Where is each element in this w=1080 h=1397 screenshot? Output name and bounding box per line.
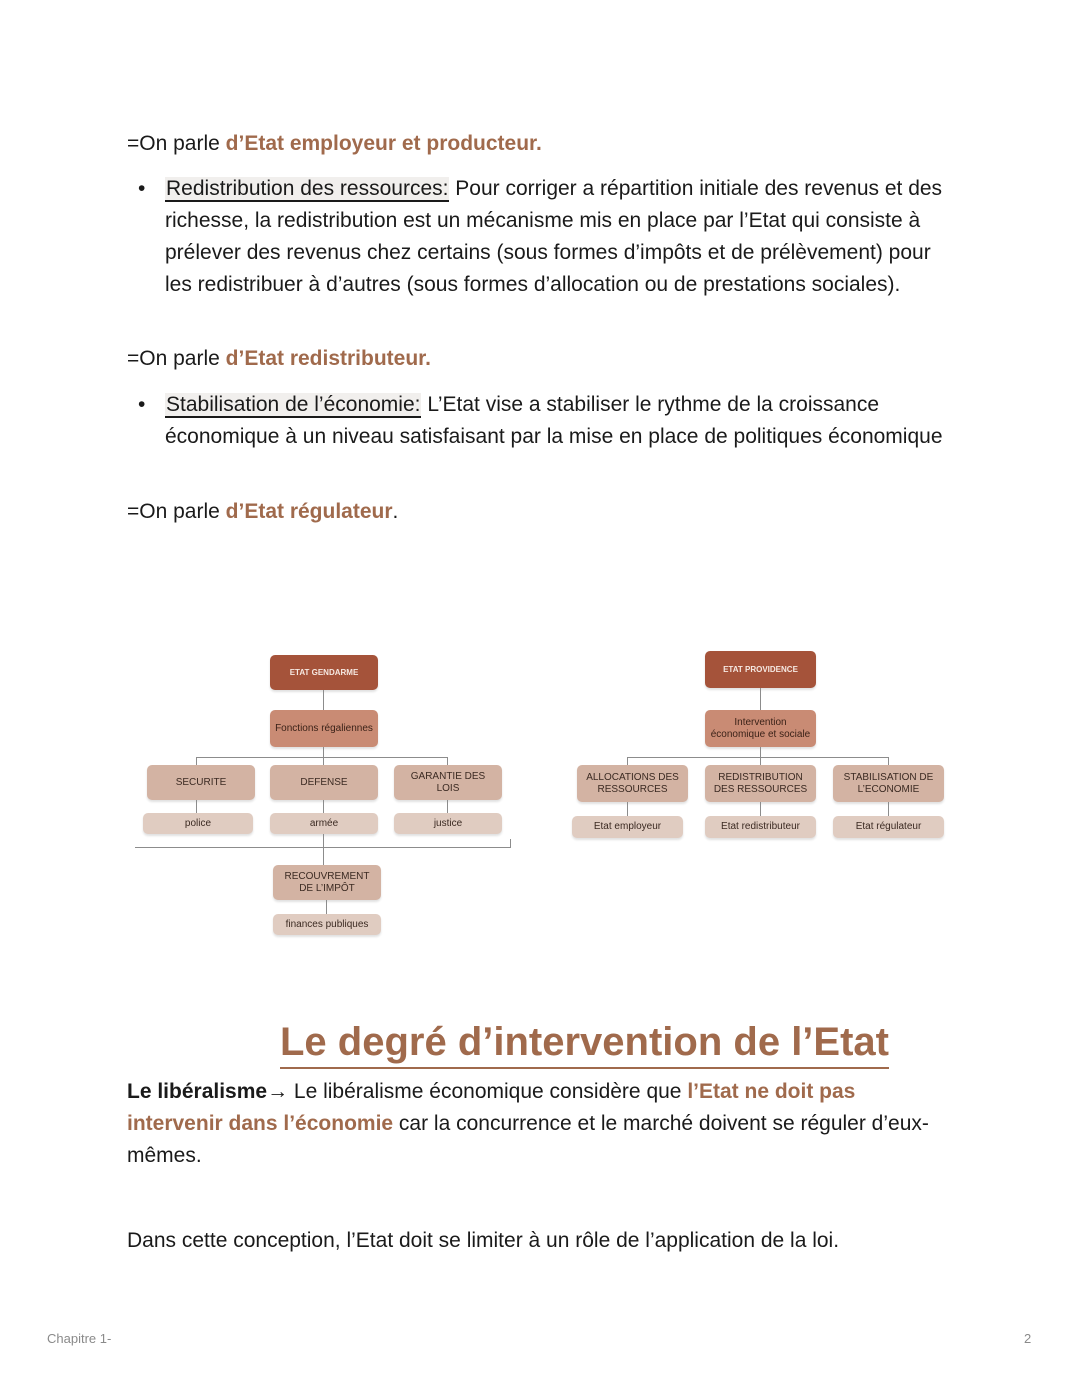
node-redistribution-ressources: REDISTRIBUTION DES RESSOURCES [705,765,816,802]
connector [447,800,448,813]
section-title: Le degré d’intervention de l’Etat [280,1017,889,1069]
connector [196,757,197,765]
connector [888,757,889,765]
connector [760,757,761,765]
connector [326,900,327,914]
term-liberalisme: Le libéralisme [127,1080,268,1103]
connector [323,834,324,865]
connector [888,802,889,816]
connector [760,688,761,710]
node-police: police [143,813,253,834]
connector [510,839,511,848]
bullet-dot: • [138,393,146,416]
connector [196,757,448,758]
connector [323,747,324,757]
bullet-dot: • [138,177,146,200]
node-justice: justice [394,813,502,834]
term-stabilisation: Stabilisation de l’économie: [166,393,421,416]
node-armee: armée [270,813,378,834]
connector [760,747,761,757]
connector [627,757,889,758]
connector [627,757,628,765]
term-redistribution: Redistribution des ressources: [166,177,449,200]
paragraph-liberalisme: Le libéralisme→ Le libéralisme économique considère que l’Etat ne doit pas intervenir dans l’économie car la concurrence et le marché doivent se réguler d’eux-mêmes. [127,1080,929,1167]
connector [760,802,761,816]
footer-page-number: 2 [1024,1331,1032,1346]
footer-chapter: Chapitre 1- [47,1331,112,1346]
arrow-icon: → [267,1080,289,1103]
node-intervention-economique: Intervention économique et sociale [705,710,816,747]
bullet-redistribution: Redistribution des ressources: Pour corriger a répartition initiale des revenus et des richesse, la redistribution est un mécanisme mis en place par l’Etat qui consiste à prélever des revenus chez certains (sous formes d’impôts et de prélèvement) pour les redistribuer à d’autres (sous formes d’allocation ou de prestations sociales). [165,177,943,296]
accent-etat-redistributeur: d’Etat redistributeur. [225,347,432,370]
connector [627,802,628,816]
node-stabilisation-economie: STABILISATION DE L’ECONOMIE [833,765,944,802]
connector [323,690,324,710]
conclusion-line-redistributeur: =On parle d’Etat redistributeur. [127,347,432,370]
bullet-stabilisation: Stabilisation de l’économie: L’Etat vise a stabiliser le rythme de la croissance économique à un niveau satisfaisant par la mise en place de politiques économique [165,393,943,448]
node-etat-redistributeur: Etat redistributeur [705,816,816,838]
connector [447,757,448,765]
conclusion-line-regulateur: =On parle d’Etat régulateur. [127,500,399,523]
accent-etat-ne-doit-pas: l’Etat ne doit pas intervenir dans l’économie [127,1080,856,1135]
node-etat-providence: ETAT PROVIDENCE [705,651,816,688]
accent-etat-regulateur: d’Etat régulateur [225,500,393,523]
node-recouvrement-impot: RECOUVREMENT DE L’IMPÔT [273,865,381,900]
paragraph-conception: Dans cette conception, l’Etat doit se limiter à un rôle de l’application de la loi. [127,1229,840,1252]
connector [196,800,197,813]
node-allocations-ressources: ALLOCATIONS DES RESSOURCES [577,765,688,802]
node-defense: DEFENSE [270,765,378,800]
node-etat-employeur: Etat employeur [572,816,683,838]
node-etat-gendarme: ETAT GENDARME [270,655,378,690]
node-etat-regulateur: Etat régulateur [833,816,944,838]
accent-etat-employeur: d’Etat employeur et producteur. [225,132,542,155]
node-garantie-des-lois: GARANTIE DES LOIS [394,765,502,800]
node-securite: SECURITE [147,765,255,800]
connector [323,757,324,765]
connector [323,800,324,813]
conclusion-line-employeur: =On parle d’Etat employeur et producteur. [127,132,542,155]
node-fonctions-regaliennes: Fonctions régaliennes [270,710,378,747]
node-finances-publiques: finances publiques [273,914,381,935]
